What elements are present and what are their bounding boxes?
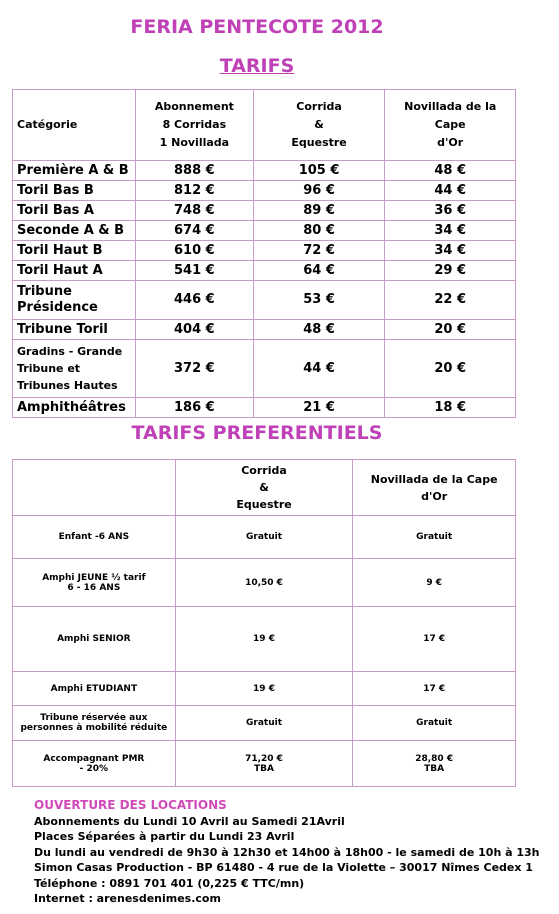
header-corrida-line: Equestre [291, 136, 347, 149]
preferentiels-header-row [13, 460, 516, 516]
novillada-price: 34 € [385, 241, 516, 261]
pref-category-cell [13, 741, 176, 787]
category-cell-line: Gradins - Grande [17, 345, 123, 358]
header-abonnement-line: Abonnement [154, 100, 234, 113]
table-row [13, 281, 516, 320]
header-empty [13, 460, 176, 516]
novillada-price: 34 € [385, 221, 516, 241]
abonnement-price: 404 € [135, 320, 253, 340]
pref-category-cell-line: Tribune réservée aux [40, 713, 148, 723]
corrida-price: 64 € [253, 261, 385, 281]
pref-corrida-price [175, 741, 353, 787]
abonnement-price: 674 € [135, 221, 253, 241]
novillada-price: 44 € [385, 181, 516, 201]
novillada-price: 48 € [385, 161, 516, 181]
pref-corrida-price-line: Gratuit [246, 718, 283, 728]
novillada-price: 20 € [385, 320, 516, 340]
pref-novillada-price-line: TBA [424, 763, 445, 774]
locations-info [34, 798, 540, 907]
category-cell-line: Tribune [17, 284, 72, 299]
table-row [13, 181, 516, 201]
category-cell-line: Présidence [17, 300, 98, 315]
category-cell: Toril Bas B [13, 181, 136, 201]
pref-novillada-price-line: 17 € [423, 634, 446, 644]
locations-line: Simon Casas Production - BP 61480 - 4 rue de la Violette – 30017 Nîmes Cedex 1 [34, 861, 533, 874]
novillada-price: 18 € [385, 398, 516, 418]
novillada-price: 22 € [385, 281, 516, 320]
category-cell: Toril Bas A [13, 201, 136, 221]
pref-category-cell-line: Amphi SENIOR [57, 634, 131, 644]
table-row [13, 161, 516, 181]
header-corrida-line: Corrida [296, 100, 342, 113]
table-row [13, 741, 516, 787]
pref-corrida-price [175, 559, 353, 607]
locations-line: Téléphone : 0891 701 401 (0,225 € TTC/mn) [34, 876, 305, 890]
table-row [13, 559, 516, 607]
pref-novillada-price-line: 17 € [423, 683, 446, 694]
pref-header-corrida [175, 460, 353, 516]
pref-category-cell [13, 516, 176, 559]
table-row [13, 398, 516, 418]
pref-header-corrida-line: Equestre [236, 498, 292, 511]
corrida-price: 105 € [253, 161, 385, 181]
pref-novillada-price [353, 607, 516, 672]
pref-corrida-price-line: 10,50 € [245, 577, 283, 588]
pref-corrida-price [175, 672, 353, 706]
pref-header-novillada: Novillada de la Cape d'Or [353, 460, 516, 516]
pref-novillada-price [353, 559, 516, 607]
header-novillada [385, 90, 516, 161]
abonnement-price: 372 € [135, 340, 253, 398]
pref-corrida-price-line: 19 € [253, 634, 275, 644]
abonnement-price: 888 € [135, 161, 253, 181]
pref-category-cell-line: personnes à mobilité réduite [20, 723, 168, 733]
pref-category-cell-line: - 20% [79, 763, 109, 774]
corrida-price: 48 € [253, 320, 385, 340]
pref-corrida-price-line: TBA [254, 763, 274, 774]
category-cell: Seconde A & B [13, 221, 136, 241]
table-row [13, 261, 516, 281]
corrida-price: 53 € [253, 281, 385, 320]
preferentiels-title: TARIFS PREFERENTIELS [131, 422, 383, 444]
table-row [13, 516, 516, 559]
page-title: FERIA PENTECOTE 2012 [130, 16, 384, 38]
header-abonnement-line: 8 Corridas [162, 118, 227, 131]
header-abonnement-line: 1 Novillada [159, 136, 230, 149]
pref-corrida-price-line: Gratuit [246, 532, 283, 542]
pref-corrida-price-line: 19 € [253, 683, 275, 694]
pref-header-corrida-line: & [259, 481, 269, 494]
pref-novillada-price-line: Gratuit [416, 718, 453, 728]
pref-category-cell [13, 672, 176, 706]
header-abonnement [135, 90, 253, 161]
pref-category-cell [13, 706, 176, 741]
table-row [13, 706, 516, 741]
pref-header-corrida-line: Corrida [241, 464, 287, 477]
category-cell [13, 281, 136, 320]
header-categorie: Catégorie [13, 90, 136, 161]
category-cell-line: Tribune et [17, 362, 81, 375]
pref-category-cell-line: 6 - 16 ANS [67, 582, 121, 593]
pref-novillada-price [353, 741, 516, 787]
pref-novillada-price [353, 672, 516, 706]
locations-line: Abonnements du Lundi 10 Avril au Samedi 21Avril [34, 814, 345, 828]
table-row [13, 672, 516, 706]
corrida-price: 89 € [253, 201, 385, 221]
header-corrida [253, 90, 385, 161]
category-cell: Toril Haut A [13, 261, 136, 281]
pref-novillada-price [353, 516, 516, 559]
corrida-price: 44 € [253, 340, 385, 398]
novillada-price: 20 € [385, 340, 516, 398]
pref-category-cell [13, 559, 176, 607]
table-row [13, 221, 516, 241]
preferentiels-table [12, 459, 516, 787]
pref-category-cell [13, 607, 176, 672]
pref-category-cell-line: Enfant -6 ANS [58, 532, 130, 542]
novillada-price: 29 € [385, 261, 516, 281]
table-row [13, 241, 516, 261]
corrida-price: 80 € [253, 221, 385, 241]
pref-novillada-price-line: 28,80 € [415, 753, 454, 764]
category-cell: Tribune Toril [13, 320, 136, 340]
locations-line: Places Séparées à partir du Lundi 23 Avril [34, 830, 295, 843]
category-cell [13, 340, 136, 398]
corrida-price: 72 € [253, 241, 385, 261]
tarifs-header-row [13, 90, 516, 161]
pref-corrida-price [175, 516, 353, 559]
locations-line: Du lundi au vendredi de 9h30 à 12h30 et 14h00 à 18h00 - le samedi de 10h à 13h [34, 845, 540, 859]
header-novillada-line: d'Or [437, 136, 464, 149]
table-row [13, 320, 516, 340]
table-row [13, 607, 516, 672]
table-row [13, 201, 516, 221]
abonnement-price: 748 € [135, 201, 253, 221]
corrida-price: 21 € [253, 398, 385, 418]
header-novillada-line: Novillada de la Cape [404, 100, 497, 131]
header-corrida-line: & [314, 118, 324, 131]
abonnement-price: 610 € [135, 241, 253, 261]
tarifs-title: TARIFS [219, 55, 295, 77]
locations-line: Internet : arenesdenimes.com [34, 892, 221, 905]
category-cell: Toril Haut B [13, 241, 136, 261]
abonnement-price: 541 € [135, 261, 253, 281]
corrida-price: 96 € [253, 181, 385, 201]
pref-novillada-price-line: Gratuit [416, 532, 453, 542]
category-cell: Première A & B [13, 161, 136, 181]
pref-category-cell-line: Amphi ETUDIANT [50, 683, 138, 694]
pref-corrida-price [175, 607, 353, 672]
pref-category-cell-line: Accompagnant PMR [43, 753, 145, 764]
pref-category-cell-line: Amphi JEUNE ½ tarif [42, 572, 146, 583]
abonnement-price: 186 € [135, 398, 253, 418]
pref-corrida-price [175, 706, 353, 741]
category-cell: Amphithéâtres [13, 398, 136, 418]
category-cell-line: Tribunes Hautes [17, 379, 118, 392]
locations-heading: OUVERTURE DES LOCATIONS [34, 798, 227, 812]
pref-novillada-price [353, 706, 516, 741]
abonnement-price: 812 € [135, 181, 253, 201]
tarifs-table [12, 89, 516, 418]
table-row [13, 340, 516, 398]
pref-corrida-price-line: 71,20 € [245, 753, 283, 764]
abonnement-price: 446 € [135, 281, 253, 320]
pref-novillada-price-line: 9 € [426, 577, 442, 588]
novillada-price: 36 € [385, 201, 516, 221]
